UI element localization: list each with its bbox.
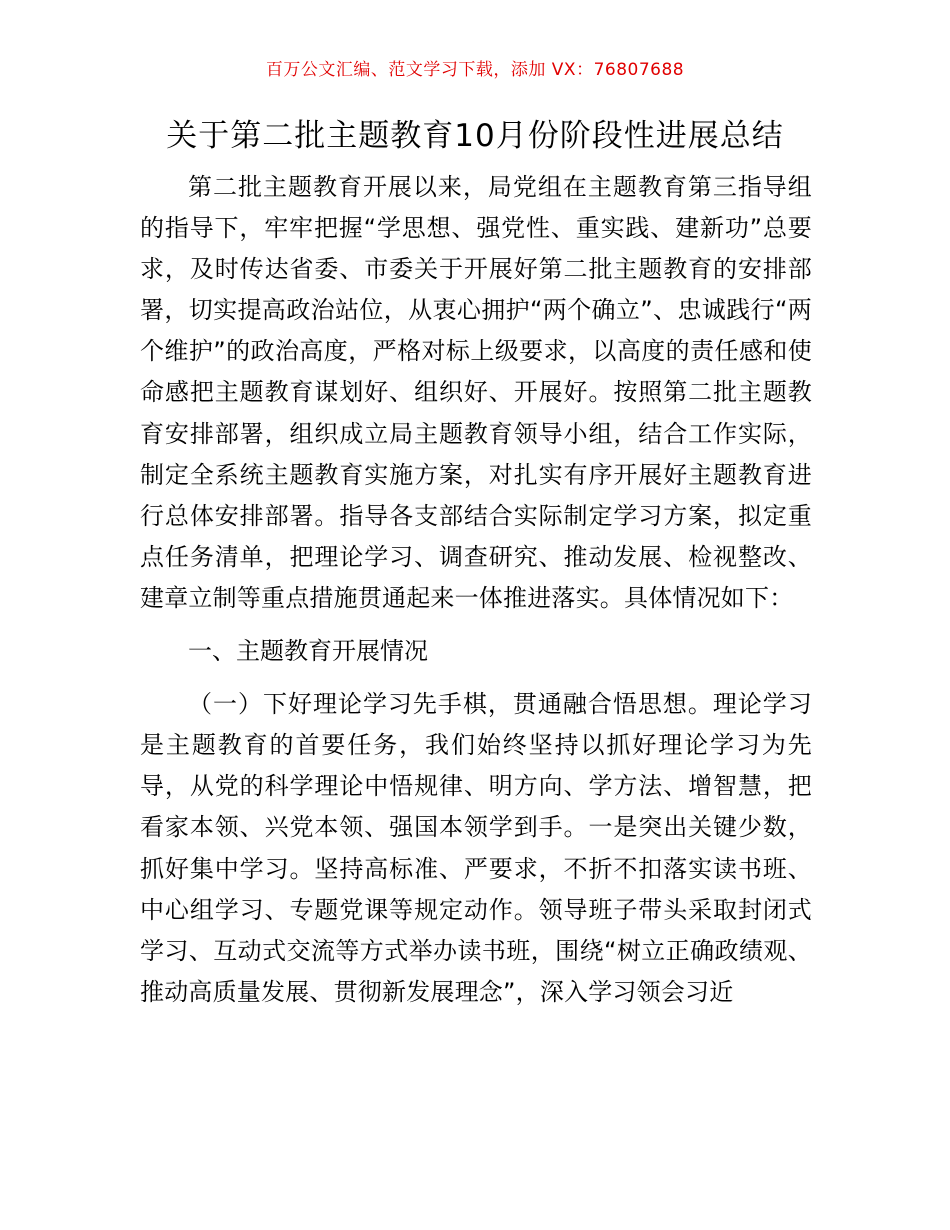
document-title: 关于第二批主题教育10月份阶段性进展总结 (166, 118, 784, 154)
intro-paragraph: 第二批主题教育开展以来，局党组在主题教育第三指导组的指导下，牢牢把握“学思想、强党性、重实践、建新功”总要求，及时传达省委、市委关于开展好第二批主题教育的安排部署，切实提高政治站位，从衷心拥护“两个确立”、忠诚践行“两个维护”的政治高度，严格对标上级要求，以高度的责任感和使命感把主题教育谋划好、组织好、开展好。按照第二批主题教育安排部署，组织成立局主题教育领导小组，结合工作实际，制定全系统主题教育实施方案，对扎实有序开展好主题教育进行总体安排部署。指导各支部结合实际制定学习方案，拟定重点任务清单，把理论学习、调查研究、推动发展、检视整改、建章立制等重点措施贯通起来一体推进落实。具体情况如下： (140, 173, 812, 612)
section1-paragraph-1: （一）下好理论学习先手棋，贯通融合悟思想。理论学习是主题教育的首要任务，我们始终坚持以抓好理论学习为先导，从党的科学理论中悟规律、明方向、学方法、增智慧，把看家本领、兴党本领、强国本领学到手。一是突出关键少数，抓好集中学习。坚持高标准、严要求，不折不扣落实读书班、中心组学习、专题党课等规定动作。领导班子带头采取封闭式学习、互动式交流等方式举办读书班，围绕“树立正确政绩观、推动高质量发展、贯彻新发展理念”，深入学习领会习近 (140, 690, 812, 1006)
section-heading-1: 一、主题教育开展情况 (188, 637, 428, 666)
document-body (140, 167, 812, 1013)
header-note: 百万公文汇编、范文学习下载，添加 VX：76807688 (265, 60, 685, 80)
